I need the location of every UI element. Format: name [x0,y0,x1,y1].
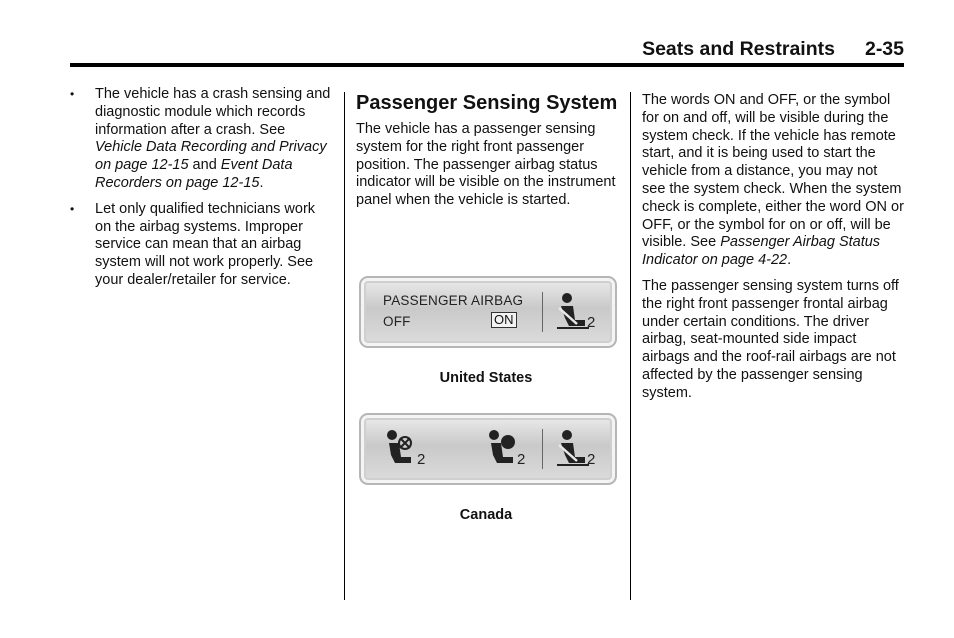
bullet-icon: • [70,87,75,101]
column-right [642,92,904,411]
figure-caption-us: United States [439,370,533,386]
cross-reference-link[interactable]: Vehicle Data Recording and Privacy on page 12-15 [95,139,327,174]
paragraph: The passenger sensing system turns off the right front passenger frontal airbag under certain conditions. The driver airbag, seat-mounted side impact airbags and the roof-rail airbags are not affected by the passenger sensing system. [642,277,899,401]
seat-position-number: 2 [517,451,526,468]
column-left [70,86,332,298]
cross-reference-link[interactable]: Passenger Airbag Status Indicator on page 4-22 [642,234,881,269]
column-divider-1 [344,92,345,600]
us-airbag-indicator-panel [359,276,617,348]
column-divider-2 [630,92,631,600]
bullet-text: and [188,157,221,174]
paragraph-text: . [787,252,792,269]
panel-divider [542,292,543,332]
running-header [642,38,904,61]
cross-reference-link[interactable]: Event Data Recorders on page 12-15 [95,157,293,191]
header-rule [70,63,904,67]
seat-position-number: 2 [587,314,596,331]
paragraph [642,92,904,270]
paragraph-text: The words ON and OFF, or the symbol for on and off, will be visible during the system check. If the vehicle has remote start, and it is being used to start the vehicle from a distance, you may not see the system check. When the system check is complete, either the word ON or OFF, or the symbol for on or off, will be visible. See [642,92,904,251]
airbag-off-icon [379,427,421,476]
seat-position-number: 2 [417,451,426,468]
section-title: Seats and Restraints [642,38,835,60]
on-label: ON [491,312,517,328]
bullet-item-crash-module [70,86,332,193]
seat-position-number: 2 [587,451,596,468]
bullet-text: The vehicle has a crash sensing and diagnostic module which records information after a crash. See [95,86,331,138]
passenger-airbag-label: PASSENGER AIRBAG [383,293,524,308]
bullet-icon: • [70,201,75,216]
column-middle [356,92,618,218]
bullet-item-technicians [70,201,332,290]
bullet-text: Let only qualified technicians work on the airbag systems. Improper service can mean that an airbag system will not work properly. See your dealer/retailer for service. [95,200,316,288]
bullet-text: . [259,174,264,191]
page-number: 2-35 [864,38,904,60]
figure-caption-canada: Canada [459,507,513,523]
section-heading: Passenger Sensing System [356,92,618,114]
paragraph: The vehicle has a passenger sensing system for the right front passenger position. The passenger airbag status indicator will be visible on the instrument panel when the vehicle is started. [356,121,616,209]
off-label: OFF [383,314,411,329]
canada-airbag-indicator-panel [359,413,617,485]
panel-divider [542,429,543,469]
